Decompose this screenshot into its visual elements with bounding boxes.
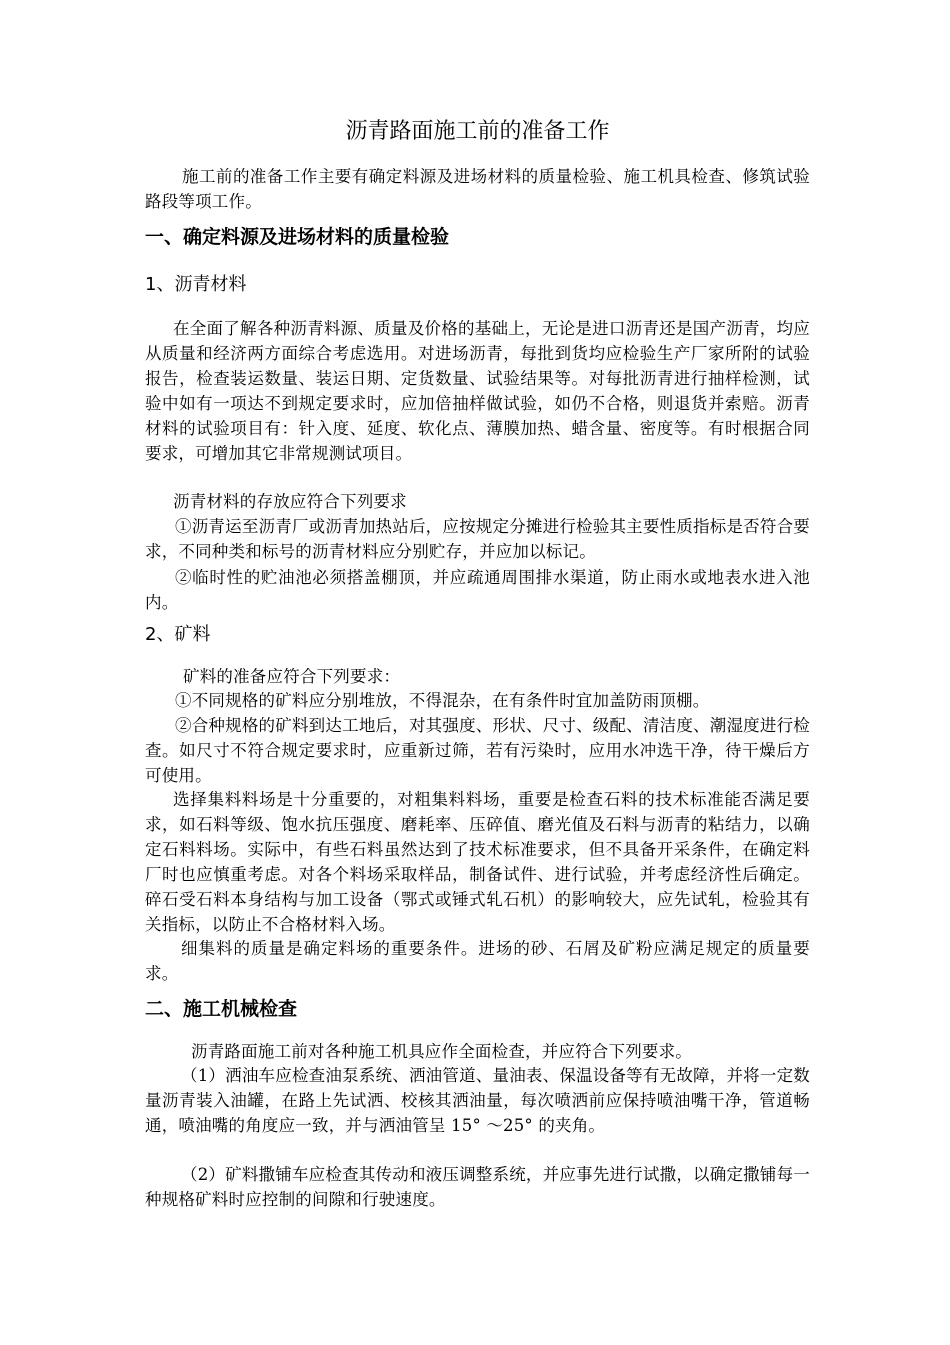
aggregate-paragraph-3: ②合种规格的矿料到达工地后，对其强度、形状、尺寸、级配、清洁度、潮湿度进行检查。如尺寸不符合规定要求时，应重新过筛，若有污染时，应用水冲选干净，待干燥后方可使用。 bbox=[145, 716, 810, 785]
machinery-paragraph-2: （1）洒油车应检查油泵系统、洒油管道、量油表、保温设备等有无故障，并将一定数量沥青装入油罐，在路上先试洒、校核其洒油量，每次喷洒前应保持喷油嘴干净，管道畅通，喷油嘴的角度应一致，并与洒油管呈 15° ～25° 的夹角。 bbox=[145, 1066, 810, 1135]
machinery-paragraph-3: （2）矿料撒铺车应检查其传动和液压调整系统，并应事先进行试撒，以确定撒铺每一种规格矿料时应控制的间隙和行驶速度。 bbox=[145, 1165, 810, 1209]
machinery-paragraph-1: 沥青路面施工前对各种施工机具应作全面检查，并应符合下列要求。 bbox=[191, 1042, 692, 1061]
aggregate-paragraph-4: 选择集料料场是十分重要的，对粗集料料场，重要是检查石料的技术标准能否满足要求，如石料等级、饱水抗压强度、磨耗率、压碎值、磨光值及石料与沥青的粘结力，以确定石料料场。实际中，有些石料虽然达到了技术标准要求，但不具备开采条件，在确定料厂时也应慎重考虑。对各个料场采取样品，制备试件、进行试验，并考虑经济性后确定。碎石受石料本身结构与加工设备（鄂式或锤式轧石机）的影响较大，应先试轧，检验其有关指标，以防止不合格材料入场。 bbox=[145, 790, 810, 934]
asphalt-paragraph-4: ②临时性的贮油池必须搭盖棚顶，并应疏通周围排水渠道，防止雨水或地表水进入池内。 bbox=[145, 568, 810, 612]
aggregate-paragraph-1: 矿料的准备应符合下列要求： bbox=[183, 667, 401, 686]
subsection-asphalt-heading: 1、沥青材料 bbox=[145, 274, 247, 295]
aggregate-paragraph-5: 细集料的质量是确定料场的重要条件。进场的砂、石屑及矿粉应满足规定的质量要求。 bbox=[145, 939, 810, 983]
asphalt-paragraph-1: 在全面了解各种沥青料源、质量及价格的基础上，无论是进口沥青还是国产沥青，均应从质量和经济两方面综合考虑选用。对进场沥青，每批到货均应检验生产厂家所附的试验报告，检查装运数量、装运日期、定货数量、试验结果等。对每批沥青进行抽样检测，试验中如有一项达不到规定要求时，应加倍抽样做试验，如仍不合格，则退货并索赔。沥青材料的试验项目有：针入度、延度、软化点、薄膜加热、蜡含量、密度等。有时根据合同要求，可增加其它非常规测试项目。 bbox=[145, 319, 810, 463]
aggregate-paragraph-2: ①不同规格的矿料应分别堆放，不得混杂，在有条件时宜加盖防雨顶棚。 bbox=[175, 691, 710, 710]
intro-paragraph: 施工前的准备工作主要有确定料源及进场材料的质量检验、施工机具检查、修筑试验路段等项工作。 bbox=[145, 167, 810, 211]
asphalt-paragraph-2: 沥青材料的存放应符合下列要求 bbox=[173, 492, 407, 511]
page-title: 沥青路面施工前的准备工作 bbox=[345, 119, 610, 144]
section1-heading: 一、确定料源及进场材料的质量检验 bbox=[145, 226, 450, 248]
subsection-aggregate-heading: 2、矿料 bbox=[145, 624, 211, 645]
section2-heading: 二、施工机械检查 bbox=[145, 998, 298, 1020]
asphalt-paragraph-3: ①沥青运至沥青厂或沥青加热站后，应按规定分摊进行检验其主要性质指标是否符合要求，不同种类和标号的沥青材料应分别贮存，并应加以标记。 bbox=[145, 517, 810, 561]
